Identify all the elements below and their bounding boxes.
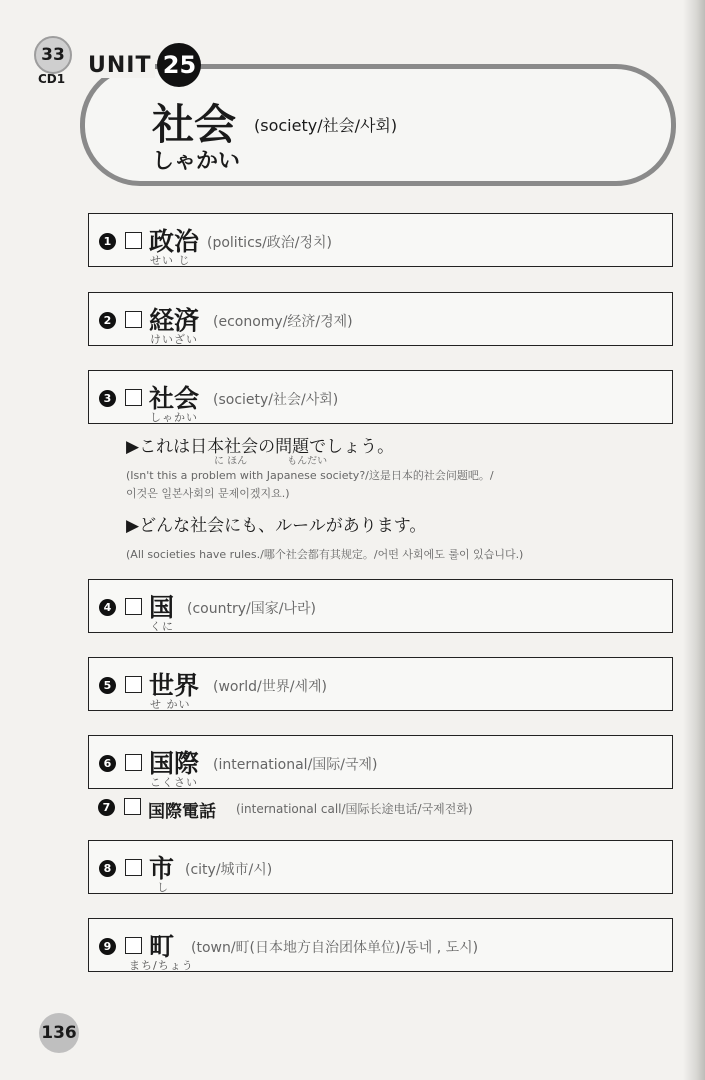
entry-translation: (town/町(日本地方自治团体单位)/동네 , 도시) (191, 940, 479, 956)
entry-number: 6 (99, 755, 116, 772)
cd-label: CD1 (38, 72, 66, 86)
entry-furigana: せ かい (150, 698, 191, 711)
vocab-entry-6 (88, 735, 673, 789)
entry-furigana: まち/ちょう (129, 959, 194, 972)
checkbox[interactable] (124, 798, 141, 815)
entry-furigana: し (157, 881, 169, 894)
vocab-entry-4 (88, 579, 673, 633)
checkbox[interactable] (125, 232, 142, 249)
example-sentence-1 (126, 432, 494, 503)
page-number: 136 (39, 1013, 79, 1053)
entry-translation: (society/社会/사회) (213, 392, 339, 408)
example-translation (126, 467, 494, 503)
vocab-entry-2 (88, 292, 673, 346)
entry-translation: (international/国际/국제) (213, 757, 378, 773)
checkbox[interactable] (125, 311, 142, 328)
unit-title-translation: (society/社会/사회) (254, 116, 398, 135)
entry-number: 2 (99, 312, 116, 329)
entry-kanji: 町 (149, 932, 175, 961)
entry-translation: (city/城市/시) (185, 862, 273, 878)
checkbox[interactable] (125, 859, 142, 876)
page-edge-shadow (683, 0, 705, 1080)
unit-number-badge: 25 (157, 43, 201, 87)
entry-translation: (politics/政治/정치) (207, 235, 333, 251)
entry-number: 3 (99, 390, 116, 407)
checkbox[interactable] (125, 754, 142, 771)
entry-furigana: けいざい (150, 333, 198, 346)
entry-kanji: 市 (149, 854, 175, 883)
entry-number: 9 (99, 938, 116, 955)
checkbox[interactable] (125, 598, 142, 615)
checkbox[interactable] (125, 937, 142, 954)
entry-kanji: 経済 (149, 306, 200, 335)
vocab-entry-9 (88, 918, 673, 972)
vocab-entry-8 (88, 840, 673, 894)
checkbox[interactable] (125, 389, 142, 406)
entry-kanji: 国 (149, 593, 175, 622)
unit-word: UNIT (84, 53, 155, 78)
example-translation-line-1: (Isn't this a problem with Japanese society?/这是日本的社会问题吧。/ (126, 469, 494, 482)
unit-title-reading: しゃかい (152, 149, 241, 174)
entry-furigana: くに (150, 620, 174, 633)
entry-number: 1 (99, 233, 116, 250)
example-translation (126, 546, 523, 564)
entry-translation: (economy/经济/경제) (213, 314, 353, 330)
example-sentence-2 (126, 511, 523, 564)
example-japanese: ▶どんな社会にも、ルールがあります。 (126, 516, 427, 536)
track-number: 33 (41, 45, 65, 65)
vocab-entry-7 (88, 793, 673, 823)
entry-kanji: 世界 (149, 671, 200, 700)
example-translation-line-1: (All societies have rules./哪个社会都有其规定。/어떤 사회에도 룰이 있습니다.) (126, 548, 524, 561)
entry-number: 7 (98, 799, 115, 816)
unit-title-kanji: 社会 (152, 100, 237, 149)
vocab-entry-3 (88, 370, 673, 424)
entry-number: 5 (99, 677, 116, 694)
entry-kanji: 国際 (149, 749, 200, 778)
unit-tab (84, 52, 201, 78)
checkbox[interactable] (125, 676, 142, 693)
entry-kanji: 政治 (149, 227, 200, 256)
entry-translation: (international call/国际长途电话/국제전화) (236, 802, 473, 816)
example-furigana: に ほん もんだい (214, 456, 328, 467)
entry-number: 4 (99, 599, 116, 616)
entry-furigana: こくさい (150, 776, 198, 789)
entry-kanji: 国際電話 (148, 802, 216, 822)
audio-track-badge (34, 36, 72, 74)
vocab-entry-1 (88, 213, 673, 267)
vocab-entry-5 (88, 657, 673, 711)
entry-furigana: せい じ (150, 254, 191, 267)
entry-number: 8 (99, 860, 116, 877)
entry-translation: (world/世界/세계) (213, 679, 327, 695)
example-translation-line-2: 이것은 일본사회의 문제이겠지요.) (126, 487, 290, 500)
entry-furigana: しゃかい (150, 411, 198, 424)
example-japanese: ▶これは日本社会の問題でしょう。 (126, 437, 395, 457)
entry-translation: (country/国家/나라) (187, 601, 316, 617)
entry-kanji: 社会 (149, 384, 200, 413)
